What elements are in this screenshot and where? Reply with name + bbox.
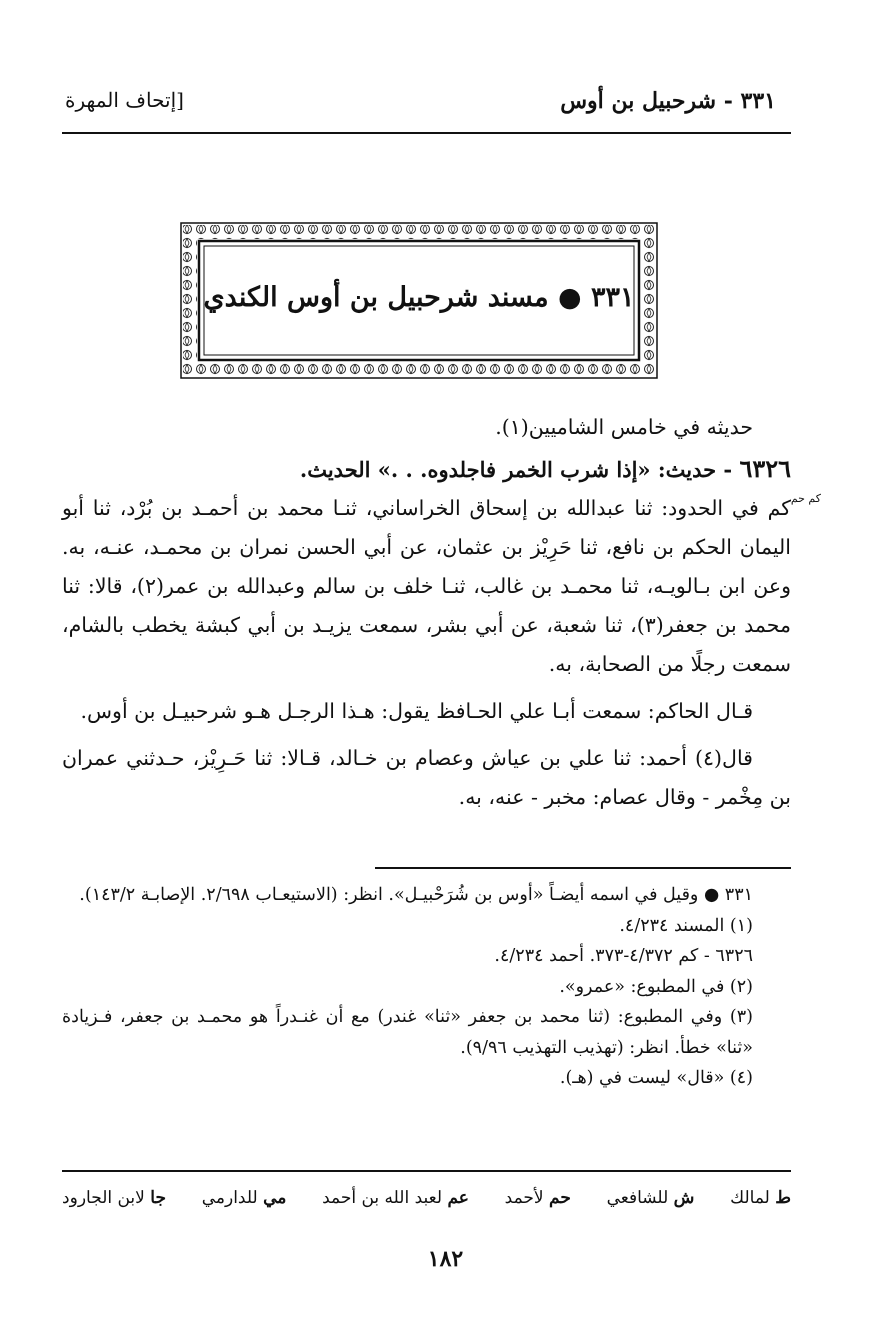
abbreviations-divider <box>62 1170 791 1172</box>
abbreviation-name: لمالك <box>730 1188 770 1208</box>
footnotes <box>62 880 791 1094</box>
abbreviation-code: عم <box>447 1188 469 1208</box>
footnote-divider <box>375 867 791 869</box>
abbreviation-item <box>730 1188 791 1208</box>
footnote: (٤) «قال» ليست في (هـ). <box>559 1068 753 1088</box>
hadith-heading <box>62 449 791 489</box>
abbreviation-item <box>607 1188 695 1208</box>
hadith-paragraph-1: كم في الحدود: ثنا عبدالله بن إسحاق الخراساني، ثنـا محمد بن أحمـد بن بُرْد، ثنا أبو اليمان الحكم بن نافع، ثنا حَرِيْز بن عثمان، عن أبي الحسن نمران بن محمـد، عنـه، به. وعن ابن بـالويـه، ثنا محمـد بن غالب، ثنـا خلف بن سالم وعبدالله بن عمر(٢)، قالا: ثنا محمد بن جعفر(٣)، ثنا شعبة، عن أبي بشر، سمعت يزيـد بن أبي كبشة يخطب بالشام، سمعت رجلًا من الصحابة، به. <box>62 496 791 676</box>
abbreviation-name: للدارمي <box>201 1188 258 1208</box>
footnote: (١) المسند ٤/٢٣٤. <box>619 915 753 936</box>
hadith-heading-text: - حديث: «إذا شرب الخمر فاجلدوه. . .» الحديث. <box>299 457 740 482</box>
intro-line: حديثه في خامس الشاميين(١). <box>495 415 753 439</box>
abbreviation-code: ش <box>673 1188 695 1208</box>
hadith-paragraph-2: قـال الحاكم: سمعت أبـا علي الحـافظ يقول: هـذا الرجـل هـو شرحبيـل بن أوس. <box>80 699 753 723</box>
abbreviation-item <box>322 1188 469 1208</box>
abbreviation-code: مي <box>263 1188 287 1208</box>
abbreviation-code: جا <box>150 1188 166 1208</box>
abbreviation-code: ط <box>775 1188 791 1208</box>
main-text <box>62 408 821 817</box>
margin-note: كم حم <box>790 492 821 505</box>
hadith-paragraph-3: قال(٤) أحمد: ثنا علي بن عياش وعصام بن خـالد، قـالا: ثنا حَـرِيْز، حـدثني عمران بن مِخْمر - وقال عصام: مخبر - عنه، به. <box>62 746 791 809</box>
abbreviation-name: لأحمد <box>504 1188 544 1208</box>
abbreviation-code: حم <box>549 1188 571 1208</box>
running-header-book: [إتحاف المهرة <box>65 88 184 112</box>
abbreviations-key <box>62 1188 791 1208</box>
ornamental-title-frame <box>180 222 658 379</box>
abbreviation-name: لابن الجارود <box>62 1188 145 1208</box>
footnote: ٦٣٢٦ - كم ٤/٣٧٢-٣٧٣. أحمد ٤/٢٣٤. <box>494 946 753 966</box>
abbreviation-item <box>505 1188 571 1208</box>
abbreviation-name: لعبد الله بن أحمد <box>322 1188 443 1208</box>
footnote: ٣٣١ ● وقيل في اسمه أيضـاً «أوس بن شُرَحْبيـل». انظر: (الاستيعـاب ٢/٦٩٨. الإصابـة ١٤٣/٢). <box>79 885 753 905</box>
abbreviation-item <box>62 1188 166 1208</box>
running-header-section: ٣٣١ - شرحبيل بن أوس <box>560 88 776 114</box>
abbreviation-item <box>202 1188 287 1208</box>
abbreviation-name: للشافعي <box>606 1188 669 1208</box>
page-number: ١٨٢ <box>427 1246 464 1272</box>
footnote: (٣) وفي المطبوع: (ثنا محمد بن جعفر «ثنا» غندر) مع أن غنـدراً هو محمـد بن جعفر، فـزيادة «ثنا» خطأ. انظر: (تهذيب التهذيب ٩/٩٦). <box>62 1007 753 1058</box>
musnad-title: ٣٣١ ● مسند شرحبيل بن أوس الكندي <box>203 282 635 313</box>
hadith-number: ٦٣٢٦ <box>739 454 791 483</box>
footnote: (٢) في المطبوع: «عمرو». <box>559 976 753 997</box>
header-divider <box>62 132 791 134</box>
